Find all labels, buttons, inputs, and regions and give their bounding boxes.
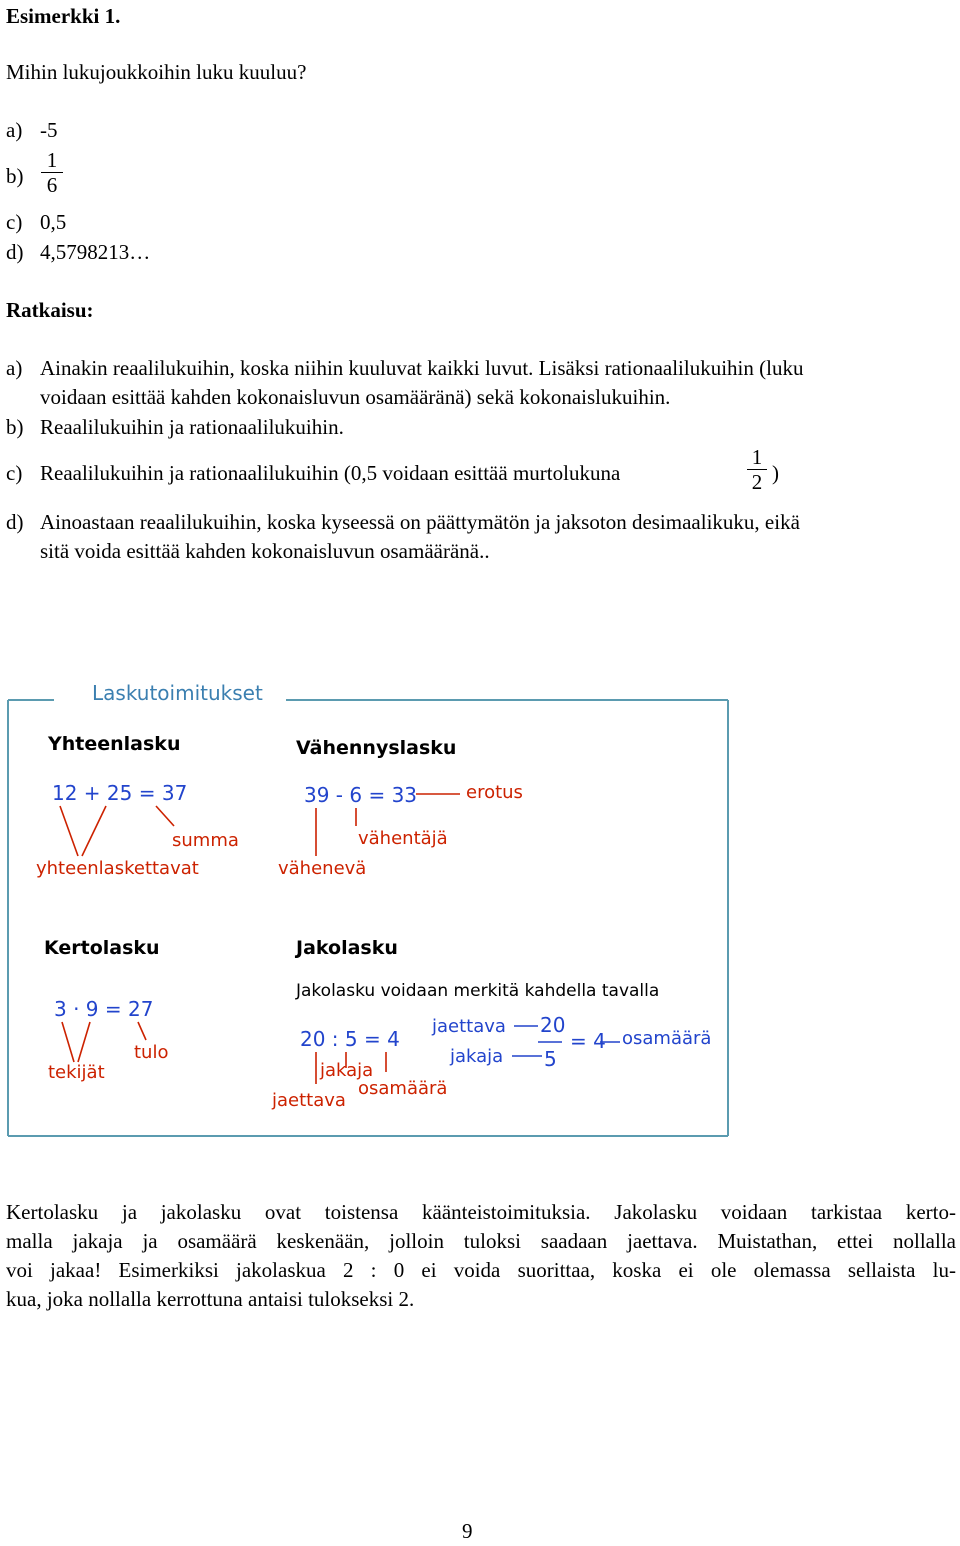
div-title: Jakolasku — [296, 937, 398, 959]
add-expression: 12 + 25 = 37 — [52, 781, 188, 805]
mul-expression: 3 · 9 = 27 — [54, 997, 154, 1021]
item-a-label: a) — [6, 118, 23, 142]
operations-figure — [6, 676, 731, 1140]
mul-factors-label: tekijät — [48, 1062, 105, 1083]
answer-d-line2: sitä voida esittää kahden kokonaisluvun osamääränä.. — [40, 539, 490, 563]
solution-title: Ratkaisu: — [6, 298, 94, 322]
div-frac-numerator: 20 — [540, 1013, 566, 1037]
answer-c-close: ) — [772, 461, 779, 485]
answer-a-label: a) — [6, 356, 23, 380]
answer-d-label: d) — [6, 510, 24, 534]
div-frac-divisor-label: jakaja — [450, 1046, 504, 1067]
div-quotient-label: osamäärä — [358, 1078, 448, 1099]
closing-line-1: Kertolasku ja jakolasku ovat toistensa käänteistoimituksia. Jakolasku voidaan tarkistaa kerto- — [6, 1200, 956, 1224]
answer-a-line2: voidaan esittää kahden kokonaisluvun osamääränä) sekä kokonaislukuihin. — [40, 385, 671, 409]
item-b-fraction — [41, 148, 63, 197]
answer-c-fraction — [747, 445, 767, 494]
add-terms-label: yhteenlaskettavat — [36, 858, 199, 879]
example-heading: Esimerkki 1. — [6, 4, 121, 28]
fraction-denominator: 2 — [751, 470, 763, 494]
div-frac-denominator: 5 — [544, 1047, 557, 1071]
div-frac-quotient-label: osamäärä — [622, 1028, 712, 1049]
closing-line-3: voi jakaa! Esimerkiksi jakolaskua 2 : 0 ei voida suorittaa, koska ei ole olemassa sellaista lu- — [6, 1258, 956, 1282]
item-a-value: -5 — [40, 118, 58, 142]
sub-title: Vähennyslasku — [296, 737, 457, 759]
answer-b-text: Reaalilukuihin ja rationaalilukuihin. — [40, 415, 344, 439]
div-note: Jakolasku voidaan merkitä kahdella tavalla — [296, 981, 660, 1001]
fraction-denominator: 6 — [46, 173, 58, 197]
mul-product-label: tulo — [134, 1042, 169, 1063]
sub-diff-label: erotus — [466, 782, 523, 803]
closing-line-2: malla jakaja ja osamäärä keskenään, jolloin tuloksi saadaan jaettava. Muistathan, ettei nollalla — [6, 1229, 956, 1253]
answer-a-line1: Ainakin reaalilukuihin, koska niihin kuuluvat kaikki luvut. Lisäksi rationaalilukuihin (luku — [40, 356, 804, 380]
answer-b-label: b) — [6, 415, 24, 439]
item-c-label: c) — [6, 210, 23, 234]
answer-c-label: c) — [6, 461, 23, 485]
div-divisor-label: jakaja — [320, 1060, 374, 1081]
closing-line-4: kua, joka nollalla kerrottuna antaisi tulokseksi 2. — [6, 1287, 415, 1311]
fraction-numerator: 1 — [751, 445, 763, 469]
mul-title: Kertolasku — [44, 937, 160, 959]
sub-expression: 39 - 6 = 33 — [304, 783, 418, 807]
question-text: Mihin lukujoukkoihin luku kuuluu? — [6, 60, 307, 84]
div-frac-dividend-label: jaettava — [432, 1016, 506, 1037]
item-c-value: 0,5 — [40, 210, 67, 234]
div-expression: 20 : 5 = 4 — [300, 1027, 400, 1051]
div-dividend-label: jaettava — [272, 1090, 346, 1111]
operations-figure-svg — [6, 676, 731, 1140]
item-b-label: b) — [6, 164, 24, 188]
add-title: Yhteenlasku — [48, 733, 181, 755]
add-sum-label: summa — [172, 830, 239, 851]
div-frac-result: = 4 — [570, 1029, 606, 1053]
item-d-label: d) — [6, 240, 24, 264]
sub-minuend-label: vähenevä — [278, 858, 367, 879]
figure-title: Laskutoimitukset — [92, 681, 263, 705]
add-lines — [60, 806, 174, 856]
sub-subtrahend-label: vähentäjä — [358, 828, 448, 849]
answer-d-line1: Ainoastaan reaalilukuihin, koska kyseessä on päättymätön ja jaksoton desimaalikuku, eikä — [40, 510, 800, 534]
page-number: 9 — [462, 1519, 473, 1543]
answer-c-text: Reaalilukuihin ja rationaalilukuihin (0,5 voidaan esittää murtolukuna — [40, 461, 621, 485]
fraction-numerator: 1 — [46, 148, 58, 172]
item-d-value: 4,5798213… — [40, 240, 151, 264]
